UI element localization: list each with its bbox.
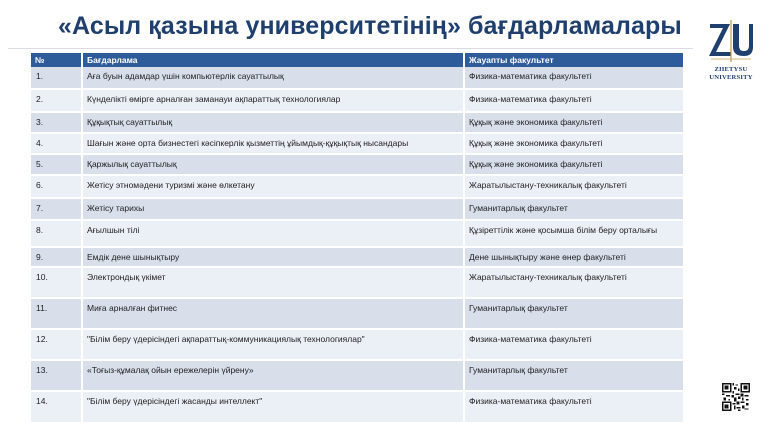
table-row: [31, 267, 684, 298]
row-faculty: Жаратылыстану-техникалық факультеті: [464, 175, 684, 198]
row-program: Ағылшын тілі: [82, 220, 464, 247]
row-faculty: Дене шынықтыру және өнер факультеті: [464, 247, 684, 267]
table-row: [31, 89, 684, 112]
row-number: 7.: [31, 198, 82, 220]
row-program: Шағын және орта бизнестегі кәсіпкерлік қызметтің ұйымдық-құқықтық нысандары: [82, 133, 464, 154]
row-faculty: Гуманитарлық факультет: [464, 298, 684, 329]
header-program: Бағдарлама: [82, 53, 464, 67]
slide-title: «Асыл қазына университетінің» бағдарламалары: [58, 12, 682, 40]
row-program: Емдік дене шынықтыру: [82, 247, 464, 267]
row-faculty: Физика-математика факультеті: [464, 67, 684, 89]
row-faculty: Құқық және экономика факультеті: [464, 112, 684, 133]
row-number: 1.: [31, 67, 82, 89]
header-faculty: Жауапты факультет: [464, 53, 684, 67]
row-number: 5.: [31, 154, 82, 175]
row-program: Жетісу тарихы: [82, 198, 464, 220]
zu-monogram-icon: [703, 16, 759, 66]
qr-code-icon: [722, 383, 750, 411]
row-program: "Білім беру үдерісіндегі ақпараттық-коммуникациялық технологиялар": [82, 329, 464, 360]
table-row: [31, 298, 684, 329]
table-row: [31, 247, 684, 267]
row-number: 9.: [31, 247, 82, 267]
row-faculty: Физика-математика факультеті: [464, 391, 684, 423]
table-row: [31, 360, 684, 391]
row-program: «Тоғыз-құмалақ ойын ережелерін үйрену»: [82, 360, 464, 391]
row-number: 10.: [31, 267, 82, 298]
row-program: Электрондық үкімет: [82, 267, 464, 298]
row-faculty: Гуманитарлық факультет: [464, 198, 684, 220]
header-number: №: [31, 53, 82, 67]
row-number: 12.: [31, 329, 82, 360]
row-number: 4.: [31, 133, 82, 154]
table-row: [31, 154, 684, 175]
row-number: 13.: [31, 360, 82, 391]
row-program: Құқықтық сауаттылық: [82, 112, 464, 133]
row-faculty: Құқық және экономика факультеті: [464, 154, 684, 175]
table-header-row: [31, 53, 684, 67]
row-program: "Білім беру үдерісіндегі жасанды интеллект": [82, 391, 464, 423]
logo-wordmark: [703, 66, 759, 81]
row-faculty: Физика-математика факультеті: [464, 329, 684, 360]
row-faculty: Жаратылыстану-техникалық факультеті: [464, 267, 684, 298]
table-row: [31, 175, 684, 198]
table-row: [31, 220, 684, 247]
table-row: [31, 198, 684, 220]
university-logo: [703, 16, 759, 88]
row-faculty: Гуманитарлық факультет: [464, 360, 684, 391]
table-row: [31, 329, 684, 360]
table-row: [31, 67, 684, 89]
row-program: Қаржылық сауаттылық: [82, 154, 464, 175]
row-program: Миға арналған фитнес: [82, 298, 464, 329]
row-program: Жетісу этномәдени туризмі және өлкетану: [82, 175, 464, 198]
title-divider: [8, 48, 693, 49]
logo-name-line2: UNIVERSITY: [709, 73, 753, 81]
row-program: Күнделікті өмірге арналған заманауи ақпараттық технологиялар: [82, 89, 464, 112]
table-row: [31, 112, 684, 133]
table-row: [31, 133, 684, 154]
row-number: 3.: [31, 112, 82, 133]
row-number: 2.: [31, 89, 82, 112]
row-number: 8.: [31, 220, 82, 247]
programs-table: [31, 53, 685, 424]
row-program: Аға буын адамдар үшін компьютерлік сауаттылық: [82, 67, 464, 89]
logo-name-line1: ZHETYSU: [714, 66, 748, 73]
row-number: 6.: [31, 175, 82, 198]
row-number: 14.: [31, 391, 82, 423]
table-row: [31, 391, 684, 423]
row-faculty: Құқық және экономика факультеті: [464, 133, 684, 154]
row-faculty: Құзіреттілік және қосымша білім беру орталығы: [464, 220, 684, 247]
row-number: 11.: [31, 298, 82, 329]
row-faculty: Физика-математика факультеті: [464, 89, 684, 112]
